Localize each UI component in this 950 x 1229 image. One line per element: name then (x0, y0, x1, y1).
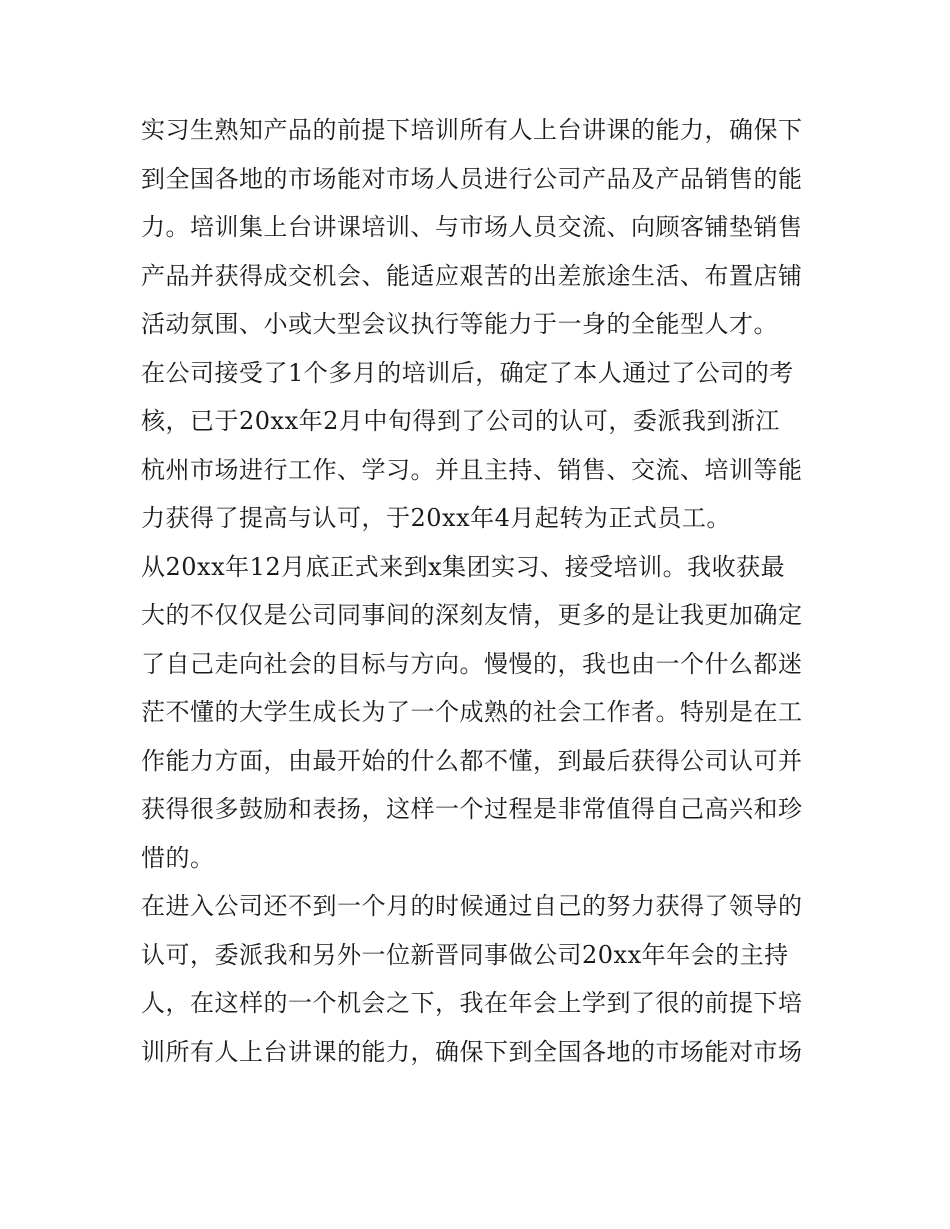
text-line-17: 在进入公司还不到一个月的时候通过自己的努力获得了领导的 (141, 892, 803, 920)
text-line-6: 在公司接受了1个多月的培训后，确定了本人通过了公司的考 (141, 358, 794, 387)
text-line-19: 人，在这样的一个机会之下，我在年会上学到了很的前提下培 (141, 989, 803, 1017)
text-line-8: 杭州市场进行工作、学习。并且主持、销售、交流、培训等能 (141, 455, 803, 484)
text-line-11: 大的不仅仅是公司同事间的深刻友情，更多的是让我更加确定 (141, 601, 803, 629)
text-line-3: 力。培训集上台讲课培训、与市场人员交流、向顾客铺垫销售 (141, 213, 803, 241)
text-line-10: 从20xx年12月底正式来到x集团实习、接受培训。我收获最 (141, 552, 786, 581)
text-line-18: 认可，委派我和另外一位新晋同事做公司20xx年年会的主持 (141, 940, 789, 969)
text-line-13: 茫不懂的大学生成长为了一个成熟的社会工作者。特别是在工 (141, 698, 803, 726)
document-body (141, 106, 813, 1076)
text-line-20: 训所有人上台讲课的能力，确保下到全国各地的市场能对市场 (141, 1037, 803, 1066)
text-line-1: 实习生熟知产品的前提下培训所有人上台讲课的能力，确保下 (141, 116, 803, 144)
text-line-4: 产品并获得成交机会、能适应艰苦的出差旅途生活、布置店铺 (141, 261, 803, 290)
text-line-2: 到全国各地的市场能对市场人员进行公司产品及产品销售的能 (141, 164, 803, 193)
text-line-7: 核，已于20xx年2月中旬得到了公司的认可，委派我到浙江 (141, 407, 780, 435)
text-line-14: 作能力方面，由最开始的什么都不懂，到最后获得公司认可并 (141, 746, 803, 775)
text-line-9: 力获得了提高与认可，于20xx年4月起转为正式员工。 (141, 504, 731, 532)
text-line-16: 惜的。 (141, 843, 215, 872)
text-line-12: 了自己走向社会的目标与方向。慢慢的，我也由一个什么都迷 (141, 649, 803, 678)
text-line-15: 获得很多鼓励和表扬，这样一个过程是非常值得自己高兴和珍 (141, 795, 803, 823)
text-line-5: 活动氛围、小或大型会议执行等能力于一身的全能型人才。 (141, 310, 778, 338)
